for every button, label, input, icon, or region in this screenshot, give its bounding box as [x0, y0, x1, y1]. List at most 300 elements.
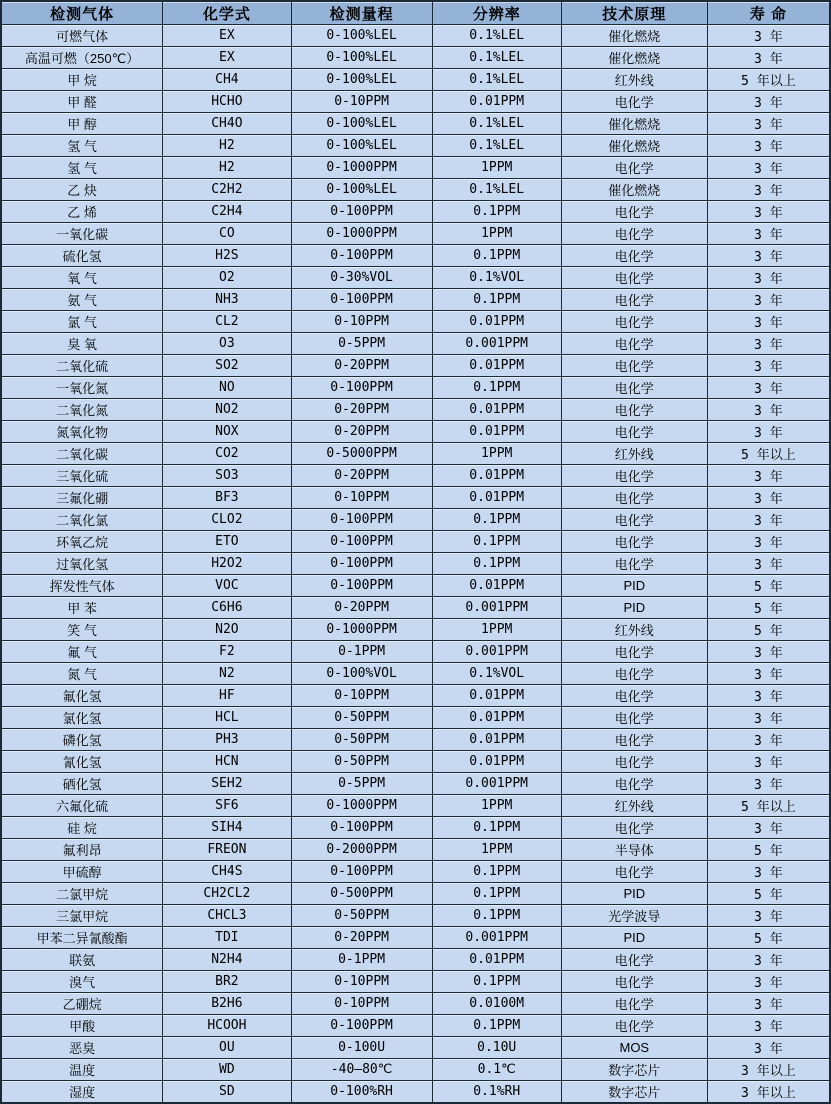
cell-resolution: 0.01PPM	[432, 399, 561, 421]
cell-principle: 电化学	[561, 971, 707, 993]
table-row	[1, 179, 830, 201]
table-row	[1, 1015, 830, 1037]
cell-formula: BF3	[163, 487, 291, 509]
cell-principle: 电化学	[561, 91, 707, 113]
cell-formula: NO2	[163, 399, 291, 421]
cell-range: 0-20PPM	[291, 465, 432, 487]
cell-range: 0-100%LEL	[291, 135, 432, 157]
cell-formula: OU	[163, 1037, 291, 1059]
cell-gas: 氰化氢	[1, 751, 163, 773]
cell-formula: O3	[163, 333, 291, 355]
cell-formula: SEH2	[163, 773, 291, 795]
cell-principle: 电化学	[561, 355, 707, 377]
cell-resolution: 0.1%LEL	[432, 113, 561, 135]
cell-lifespan: 3 年	[707, 663, 830, 685]
header-resolution: 分辨率	[432, 1, 561, 25]
cell-gas: 溴气	[1, 971, 163, 993]
cell-resolution: 0.1℃	[432, 1059, 561, 1081]
header-lifespan: 寿 命	[707, 1, 830, 25]
cell-resolution: 1PPM	[432, 795, 561, 817]
cell-range: 0-10PPM	[291, 685, 432, 707]
cell-lifespan: 3 年以上	[707, 1081, 830, 1104]
cell-formula: O2	[163, 267, 291, 289]
cell-range: 0-50PPM	[291, 729, 432, 751]
cell-gas: 硅 烷	[1, 817, 163, 839]
cell-gas: 甲 醛	[1, 91, 163, 113]
table-row	[1, 1081, 830, 1104]
cell-formula: C2H2	[163, 179, 291, 201]
cell-gas: 氯 气	[1, 311, 163, 333]
cell-principle: 电化学	[561, 553, 707, 575]
cell-gas: 硫化氢	[1, 245, 163, 267]
cell-range: 0-2000PPM	[291, 839, 432, 861]
cell-principle: 电化学	[561, 861, 707, 883]
cell-lifespan: 3 年	[707, 817, 830, 839]
cell-range: 0-500PPM	[291, 883, 432, 905]
cell-formula: B2H6	[163, 993, 291, 1015]
cell-resolution: 0.01PPM	[432, 729, 561, 751]
cell-lifespan: 3 年	[707, 47, 830, 69]
table-row	[1, 883, 830, 905]
cell-lifespan: 3 年	[707, 993, 830, 1015]
cell-principle: 半导体	[561, 839, 707, 861]
cell-lifespan: 3 年	[707, 355, 830, 377]
cell-principle: 电化学	[561, 773, 707, 795]
table-row	[1, 597, 830, 619]
cell-resolution: 0.001PPM	[432, 927, 561, 949]
cell-range: 0-5PPM	[291, 773, 432, 795]
cell-resolution: 0.01PPM	[432, 421, 561, 443]
cell-formula: BR2	[163, 971, 291, 993]
cell-gas: 二氯甲烷	[1, 883, 163, 905]
cell-gas: 六氟化硫	[1, 795, 163, 817]
cell-resolution: 0.1PPM	[432, 245, 561, 267]
table-row	[1, 487, 830, 509]
cell-lifespan: 3 年	[707, 487, 830, 509]
cell-range: 0-100PPM	[291, 817, 432, 839]
table-row	[1, 509, 830, 531]
cell-lifespan: 3 年	[707, 201, 830, 223]
table-row	[1, 47, 830, 69]
cell-lifespan: 5 年	[707, 883, 830, 905]
cell-range: 0-100%LEL	[291, 113, 432, 135]
cell-gas: 甲酸	[1, 1015, 163, 1037]
cell-principle: 电化学	[561, 487, 707, 509]
header-range: 检测量程	[291, 1, 432, 25]
table-row	[1, 311, 830, 333]
cell-lifespan: 3 年	[707, 707, 830, 729]
cell-lifespan: 3 年	[707, 773, 830, 795]
cell-principle: 电化学	[561, 223, 707, 245]
cell-lifespan: 3 年	[707, 553, 830, 575]
table-row	[1, 685, 830, 707]
header-formula: 化学式	[163, 1, 291, 25]
cell-range: 0-100%LEL	[291, 47, 432, 69]
cell-lifespan: 3 年	[707, 531, 830, 553]
cell-range: 0-100PPM	[291, 575, 432, 597]
table-row	[1, 993, 830, 1015]
cell-principle: 电化学	[561, 377, 707, 399]
cell-principle: 电化学	[561, 157, 707, 179]
cell-lifespan: 5 年	[707, 927, 830, 949]
cell-gas: 甲硫醇	[1, 861, 163, 883]
cell-gas: 乙 炔	[1, 179, 163, 201]
table-row	[1, 333, 830, 355]
cell-gas: 氮氧化物	[1, 421, 163, 443]
cell-lifespan: 3 年	[707, 25, 830, 47]
cell-resolution: 0.1PPM	[432, 861, 561, 883]
cell-formula: HCHO	[163, 91, 291, 113]
cell-formula: TDI	[163, 927, 291, 949]
cell-formula: ETO	[163, 531, 291, 553]
cell-principle: 催化燃烧	[561, 25, 707, 47]
table-row	[1, 69, 830, 91]
cell-range: 0-1000PPM	[291, 619, 432, 641]
cell-resolution: 0.1%LEL	[432, 135, 561, 157]
cell-formula: NOX	[163, 421, 291, 443]
cell-lifespan: 3 年	[707, 949, 830, 971]
cell-range: 0-20PPM	[291, 355, 432, 377]
cell-formula: CLO2	[163, 509, 291, 531]
cell-principle: 电化学	[561, 465, 707, 487]
cell-resolution: 1PPM	[432, 223, 561, 245]
cell-resolution: 0.0100M	[432, 993, 561, 1015]
cell-range: 0-100%RH	[291, 1081, 432, 1104]
table-row	[1, 289, 830, 311]
cell-formula: CH4O	[163, 113, 291, 135]
cell-range: 0-100PPM	[291, 553, 432, 575]
cell-resolution: 0.001PPM	[432, 333, 561, 355]
cell-formula: HF	[163, 685, 291, 707]
cell-formula: H2S	[163, 245, 291, 267]
cell-lifespan: 3 年	[707, 223, 830, 245]
cell-range: 0-5PPM	[291, 333, 432, 355]
cell-range: 0-50PPM	[291, 751, 432, 773]
cell-principle: 电化学	[561, 245, 707, 267]
table-row	[1, 641, 830, 663]
cell-formula: H2	[163, 157, 291, 179]
cell-principle: 电化学	[561, 399, 707, 421]
cell-principle: 电化学	[561, 531, 707, 553]
cell-gas: 氢 气	[1, 135, 163, 157]
table-row	[1, 355, 830, 377]
cell-formula: SO2	[163, 355, 291, 377]
cell-range: 0-100PPM	[291, 861, 432, 883]
cell-gas: 一氧化氮	[1, 377, 163, 399]
cell-formula: CH4S	[163, 861, 291, 883]
table-row	[1, 421, 830, 443]
cell-lifespan: 3 年	[707, 751, 830, 773]
cell-lifespan: 3 年	[707, 421, 830, 443]
cell-formula: NH3	[163, 289, 291, 311]
cell-formula: N2H4	[163, 949, 291, 971]
cell-principle: PID	[561, 883, 707, 905]
cell-lifespan: 3 年	[707, 157, 830, 179]
cell-resolution: 0.10U	[432, 1037, 561, 1059]
cell-gas: 氮 气	[1, 663, 163, 685]
cell-formula: H2	[163, 135, 291, 157]
cell-lifespan: 3 年	[707, 971, 830, 993]
cell-resolution: 1PPM	[432, 157, 561, 179]
cell-formula: PH3	[163, 729, 291, 751]
cell-resolution: 0.001PPM	[432, 773, 561, 795]
cell-formula: CH4	[163, 69, 291, 91]
cell-lifespan: 3 年以上	[707, 1059, 830, 1081]
cell-resolution: 0.1PPM	[432, 289, 561, 311]
cell-resolution: 0.1PPM	[432, 531, 561, 553]
cell-principle: 电化学	[561, 333, 707, 355]
cell-gas: 三氧化硫	[1, 465, 163, 487]
cell-gas: 硒化氢	[1, 773, 163, 795]
cell-gas: 氢 气	[1, 157, 163, 179]
cell-range: 0-10PPM	[291, 971, 432, 993]
cell-formula: EX	[163, 25, 291, 47]
cell-principle: 催化燃烧	[561, 113, 707, 135]
cell-principle: 数字芯片	[561, 1081, 707, 1104]
table-row	[1, 575, 830, 597]
cell-formula: N2O	[163, 619, 291, 641]
cell-range: 0-100PPM	[291, 289, 432, 311]
cell-formula: CO	[163, 223, 291, 245]
cell-resolution: 1PPM	[432, 443, 561, 465]
cell-range: 0-30%VOL	[291, 267, 432, 289]
cell-lifespan: 3 年	[707, 245, 830, 267]
cell-lifespan: 5 年以上	[707, 795, 830, 817]
cell-range: 0-100%VOL	[291, 663, 432, 685]
cell-resolution: 0.1%RH	[432, 1081, 561, 1104]
cell-resolution: 1PPM	[432, 619, 561, 641]
cell-gas: 乙硼烷	[1, 993, 163, 1015]
cell-range: 0-100PPM	[291, 531, 432, 553]
cell-range: 0-10PPM	[291, 487, 432, 509]
cell-range: 0-100PPM	[291, 1015, 432, 1037]
cell-lifespan: 3 年	[707, 91, 830, 113]
cell-principle: 电化学	[561, 817, 707, 839]
cell-formula: EX	[163, 47, 291, 69]
cell-gas: 氧 气	[1, 267, 163, 289]
cell-range: 0-100PPM	[291, 509, 432, 531]
cell-range: 0-1000PPM	[291, 795, 432, 817]
cell-lifespan: 3 年	[707, 377, 830, 399]
table-row	[1, 861, 830, 883]
cell-range: 0-1PPM	[291, 949, 432, 971]
table-row	[1, 707, 830, 729]
table-row	[1, 201, 830, 223]
table-row	[1, 531, 830, 553]
cell-formula: WD	[163, 1059, 291, 1081]
cell-range: 0-50PPM	[291, 707, 432, 729]
cell-resolution: 0.01PPM	[432, 751, 561, 773]
cell-range: 0-100PPM	[291, 245, 432, 267]
cell-principle: 红外线	[561, 619, 707, 641]
cell-gas: 氟化氢	[1, 685, 163, 707]
cell-lifespan: 3 年	[707, 465, 830, 487]
table-row	[1, 619, 830, 641]
table-row	[1, 113, 830, 135]
cell-gas: 二氧化氮	[1, 399, 163, 421]
cell-lifespan: 3 年	[707, 399, 830, 421]
cell-lifespan: 3 年	[707, 729, 830, 751]
cell-range: 0-20PPM	[291, 421, 432, 443]
header-principle: 技术原理	[561, 1, 707, 25]
cell-resolution: 0.001PPM	[432, 597, 561, 619]
cell-principle: PID	[561, 575, 707, 597]
cell-resolution: 0.1%LEL	[432, 25, 561, 47]
cell-resolution: 0.1PPM	[432, 971, 561, 993]
table-header-row	[1, 1, 830, 25]
table-row	[1, 927, 830, 949]
cell-principle: 电化学	[561, 663, 707, 685]
cell-range: 0-50PPM	[291, 905, 432, 927]
cell-principle: 电化学	[561, 421, 707, 443]
cell-principle: 催化燃烧	[561, 179, 707, 201]
table-row	[1, 135, 830, 157]
table-row	[1, 245, 830, 267]
cell-gas: 臭 氧	[1, 333, 163, 355]
cell-principle: 催化燃烧	[561, 47, 707, 69]
cell-resolution: 0.01PPM	[432, 575, 561, 597]
table-row	[1, 773, 830, 795]
cell-formula: SO3	[163, 465, 291, 487]
cell-principle: 催化燃烧	[561, 135, 707, 157]
cell-lifespan: 3 年	[707, 333, 830, 355]
cell-gas: 三氟化硼	[1, 487, 163, 509]
cell-lifespan: 3 年	[707, 861, 830, 883]
cell-formula: SF6	[163, 795, 291, 817]
cell-gas: 湿度	[1, 1081, 163, 1104]
cell-lifespan: 3 年	[707, 113, 830, 135]
cell-principle: 电化学	[561, 729, 707, 751]
cell-lifespan: 3 年	[707, 267, 830, 289]
cell-principle: 电化学	[561, 993, 707, 1015]
cell-principle: 电化学	[561, 267, 707, 289]
cell-lifespan: 3 年	[707, 289, 830, 311]
cell-principle: 电化学	[561, 1015, 707, 1037]
cell-range: 0-10PPM	[291, 311, 432, 333]
cell-resolution: 0.1PPM	[432, 883, 561, 905]
cell-gas: 高温可燃（250℃）	[1, 47, 163, 69]
table-row	[1, 1059, 830, 1081]
table-row	[1, 553, 830, 575]
cell-resolution: 0.1PPM	[432, 817, 561, 839]
cell-principle: 红外线	[561, 69, 707, 91]
cell-gas: 二氧化碳	[1, 443, 163, 465]
table-body	[1, 25, 830, 1104]
table-row	[1, 839, 830, 861]
cell-range: 0-1000PPM	[291, 157, 432, 179]
cell-gas: 笑 气	[1, 619, 163, 641]
cell-lifespan: 3 年	[707, 135, 830, 157]
cell-resolution: 0.01PPM	[432, 685, 561, 707]
cell-formula: CL2	[163, 311, 291, 333]
cell-principle: 电化学	[561, 685, 707, 707]
cell-principle: 电化学	[561, 751, 707, 773]
table-row	[1, 663, 830, 685]
cell-resolution: 0.1PPM	[432, 905, 561, 927]
table-row	[1, 465, 830, 487]
cell-gas: 甲苯二异氰酸酯	[1, 927, 163, 949]
cell-principle: 红外线	[561, 795, 707, 817]
cell-range: 0-5000PPM	[291, 443, 432, 465]
cell-gas: 氟利昂	[1, 839, 163, 861]
cell-formula: SIH4	[163, 817, 291, 839]
cell-principle: MOS	[561, 1037, 707, 1059]
cell-resolution: 0.01PPM	[432, 465, 561, 487]
cell-gas: 联氨	[1, 949, 163, 971]
cell-resolution: 0.1%LEL	[432, 179, 561, 201]
cell-gas: 环氧乙烷	[1, 531, 163, 553]
cell-range: 0-20PPM	[291, 927, 432, 949]
table-row	[1, 1037, 830, 1059]
cell-resolution: 0.01PPM	[432, 91, 561, 113]
cell-range: 0-10PPM	[291, 993, 432, 1015]
cell-lifespan: 3 年	[707, 641, 830, 663]
cell-gas: 二氧化氯	[1, 509, 163, 531]
cell-resolution: 0.1%VOL	[432, 267, 561, 289]
cell-gas: 甲 苯	[1, 597, 163, 619]
cell-formula: N2	[163, 663, 291, 685]
cell-resolution: 0.1PPM	[432, 377, 561, 399]
cell-resolution: 0.01PPM	[432, 707, 561, 729]
cell-principle: 电化学	[561, 707, 707, 729]
cell-resolution: 0.01PPM	[432, 311, 561, 333]
cell-principle: PID	[561, 927, 707, 949]
cell-formula: HCL	[163, 707, 291, 729]
cell-gas: 乙 烯	[1, 201, 163, 223]
cell-resolution: 0.001PPM	[432, 641, 561, 663]
cell-gas: 挥发性气体	[1, 575, 163, 597]
table-row	[1, 971, 830, 993]
cell-principle: 电化学	[561, 641, 707, 663]
cell-lifespan: 3 年	[707, 1037, 830, 1059]
cell-gas: 氯化氢	[1, 707, 163, 729]
cell-lifespan: 5 年	[707, 597, 830, 619]
cell-gas: 恶臭	[1, 1037, 163, 1059]
cell-gas: 温度	[1, 1059, 163, 1081]
cell-lifespan: 3 年	[707, 905, 830, 927]
cell-range: 0-100%LEL	[291, 25, 432, 47]
cell-range: 0-100PPM	[291, 201, 432, 223]
table-row	[1, 949, 830, 971]
cell-range: 0-1PPM	[291, 641, 432, 663]
cell-resolution: 1PPM	[432, 839, 561, 861]
cell-lifespan: 5 年	[707, 839, 830, 861]
cell-lifespan: 5 年	[707, 575, 830, 597]
cell-principle: 红外线	[561, 443, 707, 465]
cell-gas: 一氧化碳	[1, 223, 163, 245]
cell-formula: HCOOH	[163, 1015, 291, 1037]
cell-principle: 电化学	[561, 201, 707, 223]
cell-formula: HCN	[163, 751, 291, 773]
cell-formula: VOC	[163, 575, 291, 597]
cell-gas: 二氧化硫	[1, 355, 163, 377]
table-row	[1, 905, 830, 927]
table-row	[1, 25, 830, 47]
table-row	[1, 157, 830, 179]
cell-resolution: 0.1PPM	[432, 201, 561, 223]
cell-formula: C2H4	[163, 201, 291, 223]
cell-principle: 光学波导	[561, 905, 707, 927]
cell-formula: CH2CL2	[163, 883, 291, 905]
cell-principle: 电化学	[561, 311, 707, 333]
cell-range: 0-100U	[291, 1037, 432, 1059]
cell-gas: 甲 醇	[1, 113, 163, 135]
cell-principle: PID	[561, 597, 707, 619]
cell-formula: H2O2	[163, 553, 291, 575]
cell-principle: 数字芯片	[561, 1059, 707, 1081]
table-row	[1, 751, 830, 773]
cell-gas: 甲 烷	[1, 69, 163, 91]
